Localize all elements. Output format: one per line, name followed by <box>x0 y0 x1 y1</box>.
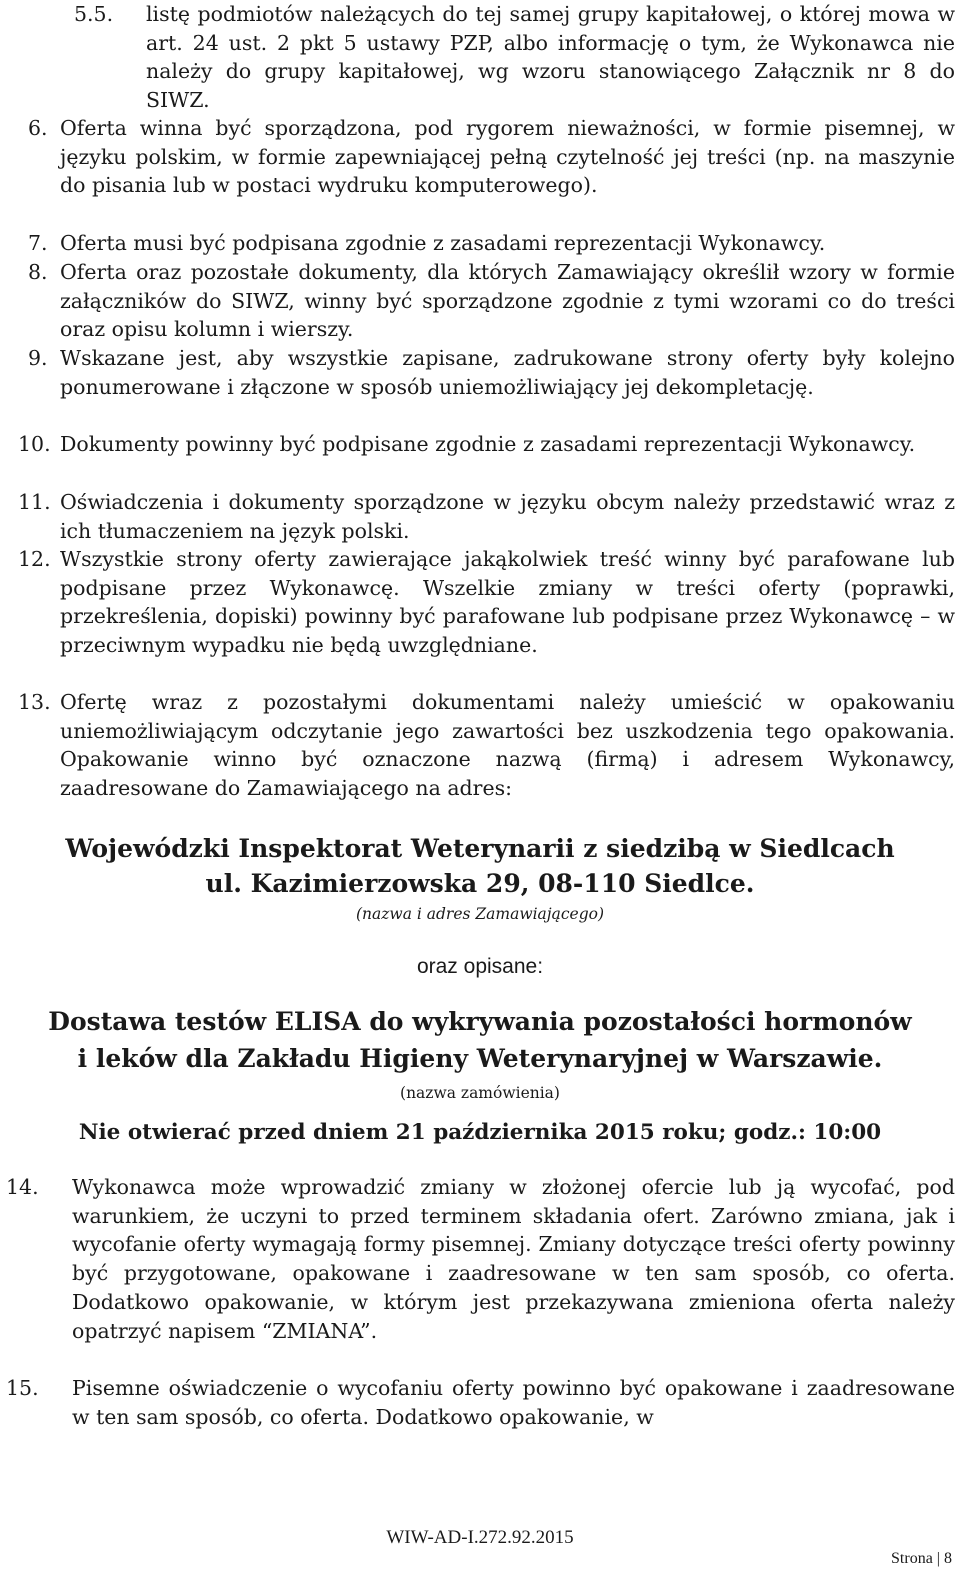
item-number: 10. <box>18 432 51 456</box>
order-caption: (nazwa zamówienia) <box>400 1084 560 1102</box>
contracting-authority-address: ul. Kazimierzowska 29, 08-110 Siedlce. <box>205 869 755 898</box>
address-caption: (nazwa i adres Zamawiającego) <box>356 905 604 923</box>
item-number: 6. <box>28 116 48 140</box>
list-item-15 <box>0 1374 955 1431</box>
item-text: Oświadczenia i dokumenty sporządzone w języku obcym należy przedstawić wraz z ich tłumaczeniem na język polski. <box>60 490 955 543</box>
item-number: 9. <box>28 346 48 370</box>
list-item-12 <box>0 545 955 660</box>
item-text: Wskazane jest, aby wszystkie zapisane, zadrukowane strony oferty były kolejno ponumerowane i złączone w sposób uniemożliwiający jej dekompletację. <box>60 346 955 399</box>
item-number: 12. <box>18 547 51 571</box>
list-item-9 <box>0 344 955 401</box>
order-title-line-2: i leków dla Zakładu Higieny Weterynaryjnej w Warszawie. <box>77 1044 883 1073</box>
list-item-14 <box>0 1173 955 1345</box>
item-number: 14. <box>6 1175 39 1199</box>
list-item-10 <box>0 430 955 459</box>
item-number: 15. <box>6 1376 39 1400</box>
item-number: 5.5. <box>74 2 114 26</box>
list-item-6 <box>0 114 955 200</box>
item-text: Wszystkie strony oferty zawierające jakąkolwiek treść winny być parafowane lub podpisane przez Wykonawcę. Wszelkie zmiany w treści oferty (poprawki, przekreślenia, dopiski) powinny być parafowane lub podpisane przez Wykonawcę – w przeciwnym wypadku nie będą uwzględniane. <box>60 547 955 658</box>
list-item-8 <box>0 258 955 344</box>
list-item-13 <box>0 688 955 803</box>
item-text: Oferta oraz pozostałe dokumenty, dla których Zamawiający określił wzory w formie załączników do SIWZ, winny być sporządzone zgodnie z tymi wzorami co do treści oraz opisu kolumn i wierszy. <box>60 260 955 342</box>
item-text: Ofertę wraz z pozostałymi dokumentami należy umieścić w opakowaniu uniemożliwiającym odczytanie jego zawartości bez uszkodzenia tego opakowania. Opakowanie winno być oznaczone nazwą (firmą) i adresem Wykonawcy, zaadresowane do Zamawiającego na adres: <box>60 690 955 801</box>
described-as-label: oraz opisane: <box>416 955 544 978</box>
opening-deadline: Nie otwierać przed dniem 21 października 2015 roku; godz.: 10:00 <box>78 1120 882 1145</box>
item-text: Pisemne oświadczenie o wycofaniu oferty powinno być opakowane i zaadresowane w ten sam sposób, co oferta. Dodatkowo opakowanie, w <box>72 1376 955 1429</box>
item-number: 13. <box>18 690 51 714</box>
document-reference: WIW-AD-I.272.92.2015 <box>386 1527 574 1548</box>
list-item-7 <box>0 229 955 258</box>
item-text: Oferta winna być sporządzona, pod rygorem nieważności, w formie pisemnej, w języku polskim, w formie zapewniającej pełną czytelność jej treści (np. na maszynie do pisania lub w postaci wydruku komputerowego). <box>60 116 955 198</box>
item-text: Oferta musi być podpisana zgodnie z zasadami reprezentacji Wykonawcy. <box>60 231 826 255</box>
item-number: 11. <box>18 490 51 514</box>
page-number: Strona | 8 <box>891 1550 952 1567</box>
item-text: Dokumenty powinny być podpisane zgodnie z zasadami reprezentacji Wykonawcy. <box>60 432 916 456</box>
list-item-5-5 <box>0 0 955 115</box>
order-title-line-1: Dostawa testów ELISA do wykrywania pozostałości hormonów <box>48 1007 912 1036</box>
item-text: Wykonawca może wprowadzić zmiany w złożonej ofercie lub ją wycofać, pod warunkiem, że uczyni to przed terminem składania ofert. Zarówno zmiana, jak i wycofanie oferty wymagają formy pisemnej. Zmiany dotyczące treści oferty powinny być przygotowane, opakowane i zaadresowane w ten sam sposób, co oferta. Dodatkowo opakowanie, w którym jest przekazywana zmieniona oferta należy opatrzyć napisem “ZMIANA”. <box>72 1175 955 1343</box>
item-number: 8. <box>28 260 48 284</box>
item-text: listę podmiotów należących do tej samej grupy kapitałowej, o której mowa w art. 24 ust. 2 pkt 5 ustawy PZP, albo informację o tym, że Wykonawca nie należy do grupy kapitałowej, wg wzoru stanowiącego Załącznik nr 8 do SIWZ. <box>146 2 955 113</box>
list-item-11 <box>0 488 955 545</box>
contracting-authority-name: Wojewódzki Inspektorat Weterynarii z siedzibą w Siedlcach <box>65 834 895 863</box>
item-number: 7. <box>28 231 48 255</box>
